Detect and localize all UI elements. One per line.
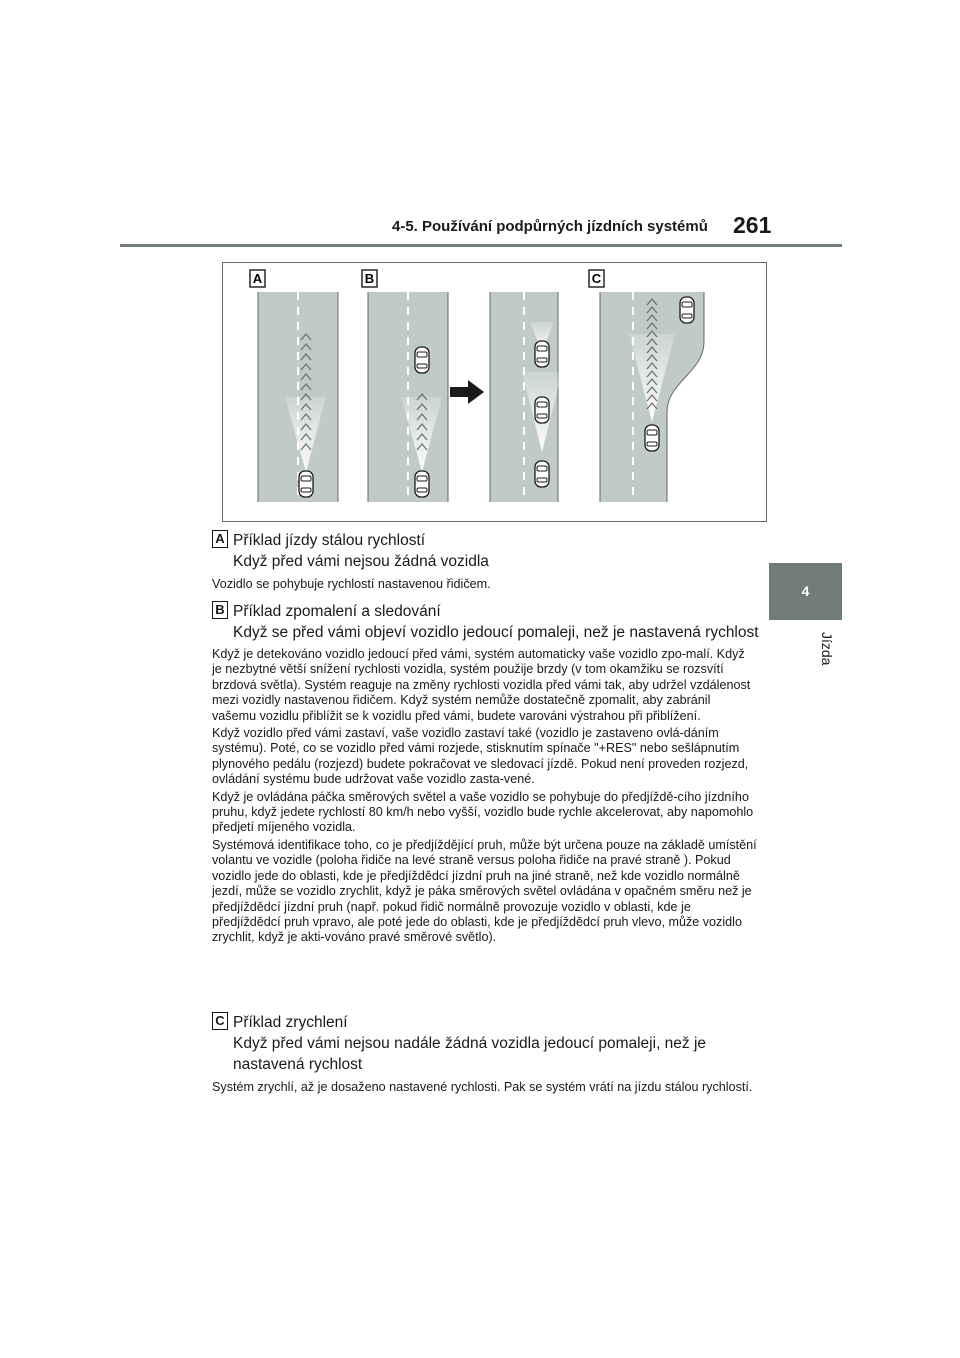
panel-b-road [368, 292, 448, 502]
chapter-tab: 4 [769, 563, 842, 620]
page-number: 261 [733, 212, 772, 238]
svg-text:C: C [591, 271, 602, 286]
panel-label-a [250, 270, 265, 287]
section-b-label: B [212, 601, 228, 619]
section-c-body: Systém zrychlí, až je dosaženo nastavené rychlosti. Pak se systém vrátí na jízdu stálou rychlostí. [212, 1080, 753, 1094]
section-b-title: Příklad zpomalení a sledování Když se před vámi objeví vozidlo jedoucí pomaleji, než je nastavená rychlost [233, 603, 759, 641]
acc-diagram [222, 262, 767, 522]
chapter-name: Jízda [819, 632, 835, 666]
svg-text:A: A [252, 271, 263, 286]
section-c-title: Příklad zrychlení Když před vámi nejsou nadále žádná vozidla jedoucí pomaleji, než je nastavená rychlost [233, 1014, 707, 1073]
section-header-title: 4-5. Používání podpůrných jízdních systémů [392, 218, 708, 235]
panel-label-c [589, 270, 604, 287]
section-b-body: Když je detekováno vozidlo jedoucí před vámi, systém automaticky vaše vozidlo zpo-malí. Když je nezbytné větší snížení rychlosti vozidla, systém použije brzdy (v tom okamžiku se rozsvítí brzdová světla). Systém reaguje na změny rychlosti vozidla před vámi tak, aby udržel vzdálenost mezi vozidly nastavenou řidičem. Když systém nemůže dostatečně zpomalit, aby zabránil vašemu vozidlu přiblížit se k vozidlu před vámi, budete varováni výstrahou při přiblížení. Když vozidlo před vámi zastaví, vaše vozidlo zastaví také (vozidlo je zastaveno ovlá-dáním systému). Poté, co se vozidlo před vámi rozjede, stisknutím spínače "+RES" nebo sešlápnutím plynového pedálu (rozjezd) budete pokračovat ve sledovací jízdě. Pokud není proveden rozjezd, ovládání systému bude udržovat vaše vozidlo zasta-vené. Když je ovládána páčka směrových světel a vaše vozidlo se pohybuje do předjíždě-cího jízdního pruhu, když jedete rychlostí 80 km/h nebo vyšší, vozidlo bude rychle akcelerovat, aby napomohlo předjetí míjeného vozidla. Systémová identifikace toho, co je předjíždějící pruh, může být určena pouze na základě umístění volantu ve vozidle (poloha řidiče na levé straně versus poloha řidiče na pravé straně ). Pokud vozidlo jede do oblasti, kde je předjíždědcí jízdní pruh na jiné straně, než kde vozidlo normálně jezdí, může se vozidlo zrychlit, když je páka směrových světel ovládána v opačném směru než je předjíždědcí jízdní pruh (např. pokud řidič normálně provozuje vozidlo v oblasti, kde je předjíždědcí pruh vpravo, ale poté jede do oblasti, kde je předjíždědcí pruh vlevo, může vozidlo zrychlit, když je akti-vováno pravé směrové světlo). [212, 647, 757, 945]
section-c-label: C [212, 1012, 228, 1030]
svg-text:B: B [364, 271, 375, 286]
section-a-body: Vozidlo se pohybuje rychlostí nastavenou řidičem. [212, 577, 491, 591]
section-a-label: A [212, 530, 228, 548]
panel-a-road [258, 292, 338, 502]
header-divider [120, 244, 842, 247]
section-a-title: Příklad jízdy stálou rychlostí Když před vámi nejsou žádná vozidla [233, 532, 489, 570]
panel-label-b [362, 270, 377, 287]
panel-b2-road [490, 292, 562, 502]
